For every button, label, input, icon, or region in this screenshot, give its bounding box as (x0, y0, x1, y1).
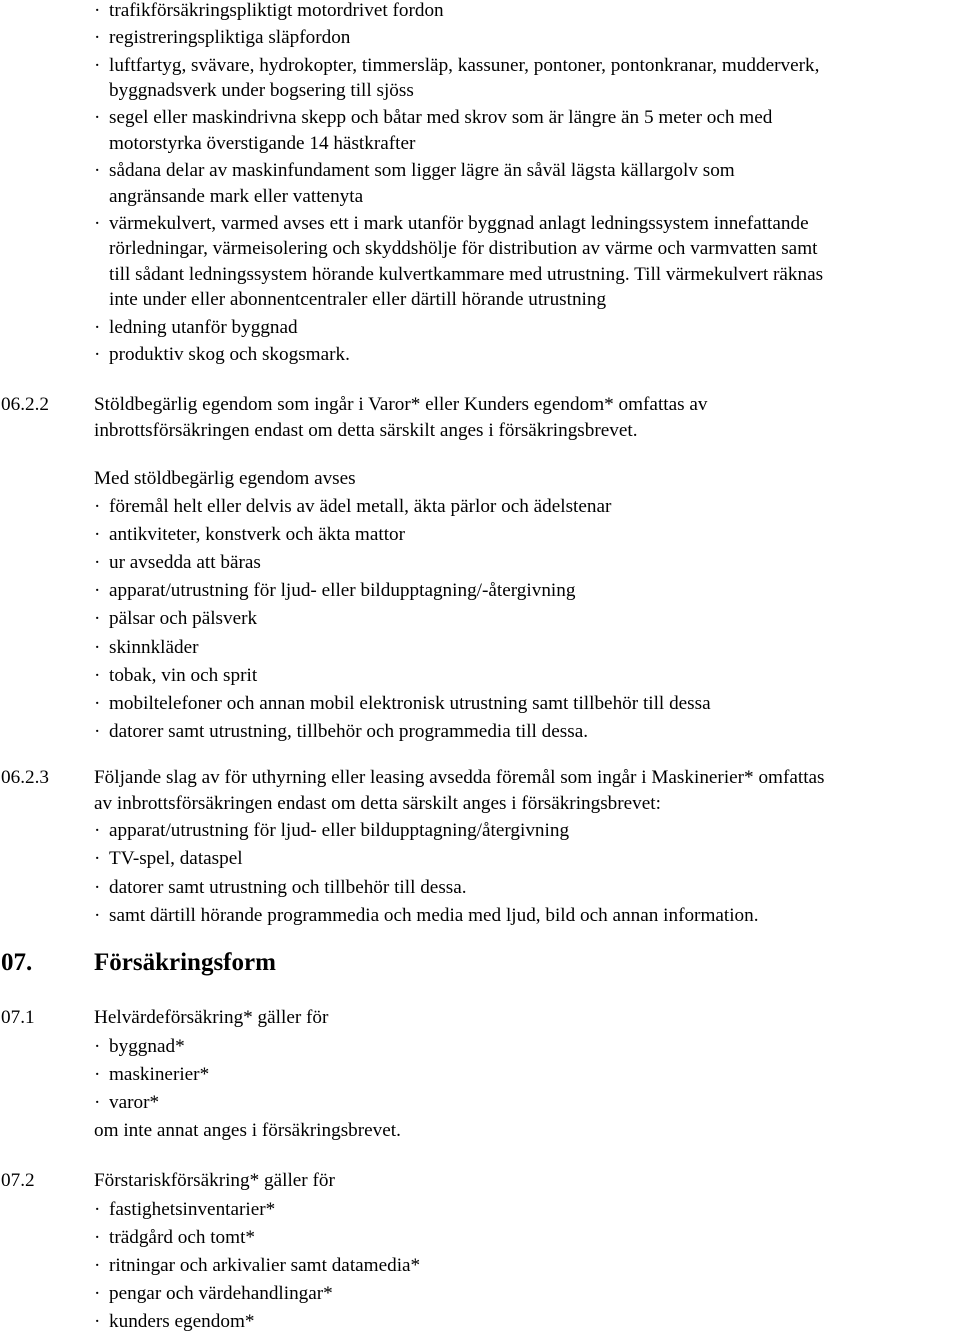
list-item-text: pengar och värdehandlingar* (109, 1282, 333, 1304)
list-item (94, 606, 956, 632)
list-item-text: samt därtill hörande programmedia och media med ljud, bild och annan information. (109, 904, 759, 926)
bullet-icon: · (94, 608, 101, 630)
list-item (94, 25, 956, 51)
section-intro-line: Stöldbegärlig egendom som ingår i Varor* eller Kunders egendom* omfattas av (94, 394, 708, 415)
list-item (94, 719, 956, 745)
list-item-text: fastighetsinventarier* (109, 1198, 276, 1220)
list-item (94, 903, 956, 929)
list-item-text: trafikförsäkringspliktigt motordrivet fordon (109, 0, 444, 21)
list-item-text: tobak, vin och sprit (109, 664, 258, 686)
bullet-icon: · (94, 1310, 101, 1332)
bullet-icon: · (94, 524, 101, 546)
list-item-text: ledning utanför byggnad (109, 316, 298, 338)
section-body (94, 1005, 956, 1143)
bullet-icon: · (94, 54, 101, 76)
list-item (94, 211, 956, 313)
section-intro: Förstariskförsäkring* gäller för (94, 1170, 335, 1191)
bullet-icon: · (94, 580, 101, 602)
section-intro: Helvärdeförsäkring* gäller för (94, 1007, 329, 1028)
list-item (94, 0, 956, 24)
bullet-icon: · (94, 904, 101, 926)
section-intro-line: inbrottsförsäkringen endast om detta särskilt anges i försäkringsbrevet. (94, 419, 638, 441)
section-number: 06.2.3 (1, 767, 49, 788)
list-item (94, 53, 956, 104)
stoldbegarlig-list (94, 494, 956, 744)
list-item (94, 342, 956, 368)
bullet-icon: · (94, 636, 101, 658)
list-item-text: pälsar och pälsverk (109, 608, 258, 630)
bullet-icon: · (94, 1282, 101, 1304)
bullet-icon: · (94, 1091, 101, 1113)
list-item-text: rörledningar, värmeisolering och skyddshölje för distribution av värme och varmvatten samt (109, 238, 818, 260)
bullet-icon: · (94, 107, 101, 129)
bullet-icon: · (94, 27, 101, 49)
list-item (94, 105, 956, 156)
subheading: Med stöldbegärlig egendom avses (94, 468, 356, 489)
list-item-text: föremål helt eller delvis av ädel metall, äkta pärlor och ädelstenar (109, 496, 612, 518)
bullet-icon: · (94, 1063, 101, 1085)
list-item-text: byggnad* (109, 1035, 185, 1057)
section-number: 06.2.2 (1, 394, 49, 415)
list-item (94, 1281, 956, 1307)
section-body (94, 1168, 956, 1334)
list-item (94, 846, 956, 872)
section-intro-line: av inbrottsförsäkringen endast om detta särskilt anges i försäkringsbrevet: (94, 792, 661, 814)
section-body (94, 765, 956, 928)
list-item-text: skinnkläder (109, 636, 199, 658)
list-item (94, 1197, 956, 1223)
list-item (94, 1034, 956, 1060)
bullet-icon: · (94, 664, 101, 686)
section-closing: om inte annat anges i försäkringsbrevet. (94, 1119, 401, 1141)
list-item-text: produktiv skog och skogsmark. (109, 344, 350, 366)
list-item-text: antikviteter, konstverk och äkta mattor (109, 524, 406, 546)
list-item-text: segel eller maskindrivna skepp och båtar med skrov som är längre än 5 meter och med (109, 107, 773, 129)
chapter-number: 07. (1, 949, 33, 976)
list-item-text: värmekulvert, varmed avses ett i mark utanför byggnad anlagt ledningssystem innefattande (109, 212, 809, 234)
bullet-icon: · (94, 720, 101, 742)
list-item (94, 635, 956, 661)
bullet-icon: · (94, 160, 101, 182)
chapter-title: Försäkringsform (94, 949, 276, 976)
chapter-heading (1, 948, 276, 978)
list-item-text: mobiltelefoner och annan mobil elektronisk utrustning samt tillbehör till dessa (109, 692, 711, 714)
list-item (94, 550, 956, 576)
list-item-text: motorstyrka överstigande 14 hästkrafter (109, 132, 416, 154)
list-item-text: registreringspliktiga släpfordon (109, 27, 351, 49)
section-intro-line: Följande slag av för uthyrning eller leasing avsedda föremål som ingår i Maskinerier* omfattas (94, 767, 825, 788)
list-item-text: byggnadsverk under bogsering till sjöss (109, 80, 414, 102)
list-item (94, 578, 956, 604)
list-item (94, 494, 956, 520)
list-item-text: datorer samt utrustning, tillbehör och programmedia till dessa. (109, 720, 589, 742)
list-item (94, 818, 956, 844)
list-item-text: trädgård och tomt* (109, 1226, 255, 1248)
top-list-body (94, 0, 956, 368)
uthyrning-list (94, 818, 956, 928)
bullet-icon: · (94, 1035, 101, 1057)
bullet-icon: · (94, 316, 101, 338)
bullet-icon: · (94, 1254, 101, 1276)
list-item (94, 875, 956, 901)
list-item-text: datorer samt utrustning och tillbehör till dessa. (109, 876, 467, 898)
list-item (94, 691, 956, 717)
section-number: 07.1 (1, 1007, 35, 1028)
list-item-text: TV-spel, dataspel (109, 848, 243, 870)
list-item-text: inte under eller abonnentcentraler eller därtill hörande utrustning (109, 289, 607, 311)
forstarisk-list (94, 1197, 956, 1335)
section-number: 07.2 (1, 1170, 35, 1191)
list-item (94, 1253, 956, 1279)
bullet-icon: · (94, 344, 101, 366)
list-item (94, 1090, 956, 1116)
list-item (94, 522, 956, 548)
list-item (94, 1309, 956, 1335)
list-item-text: sådana delar av maskinfundament som ligger lägre än såväl lägsta källargolv som (109, 160, 735, 182)
list-item-text: maskinerier* (109, 1063, 210, 1085)
list-item (94, 1225, 956, 1251)
list-item-text: ur avsedda att bäras (109, 552, 261, 574)
bullet-icon: · (94, 1198, 101, 1220)
bullet-icon: · (94, 1226, 101, 1248)
list-item-text: luftfartyg, svävare, hydrokopter, timmersläp, kassuner, pontoner, pontonkranar, mudderverk, (109, 54, 820, 76)
bullet-icon: · (94, 692, 101, 714)
bullet-icon: · (94, 820, 101, 842)
list-item-text: angränsande mark eller vattenyta (109, 185, 364, 207)
bullet-icon: · (94, 0, 101, 21)
bullet-icon: · (94, 848, 101, 870)
helvarde-list (94, 1034, 956, 1116)
list-item (94, 158, 956, 209)
list-item-text: varor* (109, 1091, 160, 1113)
list-item-text: kunders egendom* (109, 1310, 255, 1332)
list-item (94, 663, 956, 689)
list-item-text: till sådant ledningssystem hörande kulvertkammare med utrustning. Till värmekulvert räknas (109, 263, 824, 285)
list-item (94, 315, 956, 341)
bullet-icon: · (94, 876, 101, 898)
bullet-icon: · (94, 212, 101, 234)
bullet-icon: · (94, 496, 101, 518)
list-item-text: apparat/utrustning för ljud- eller bildupptagning/återgivning (109, 820, 570, 842)
section-body (94, 392, 956, 744)
bullet-icon: · (94, 552, 101, 574)
list-item-text: apparat/utrustning för ljud- eller bildupptagning/-återgivning (109, 580, 576, 602)
list-item (94, 1062, 956, 1088)
list-item-text: ritningar och arkivalier samt datamedia* (109, 1254, 421, 1276)
